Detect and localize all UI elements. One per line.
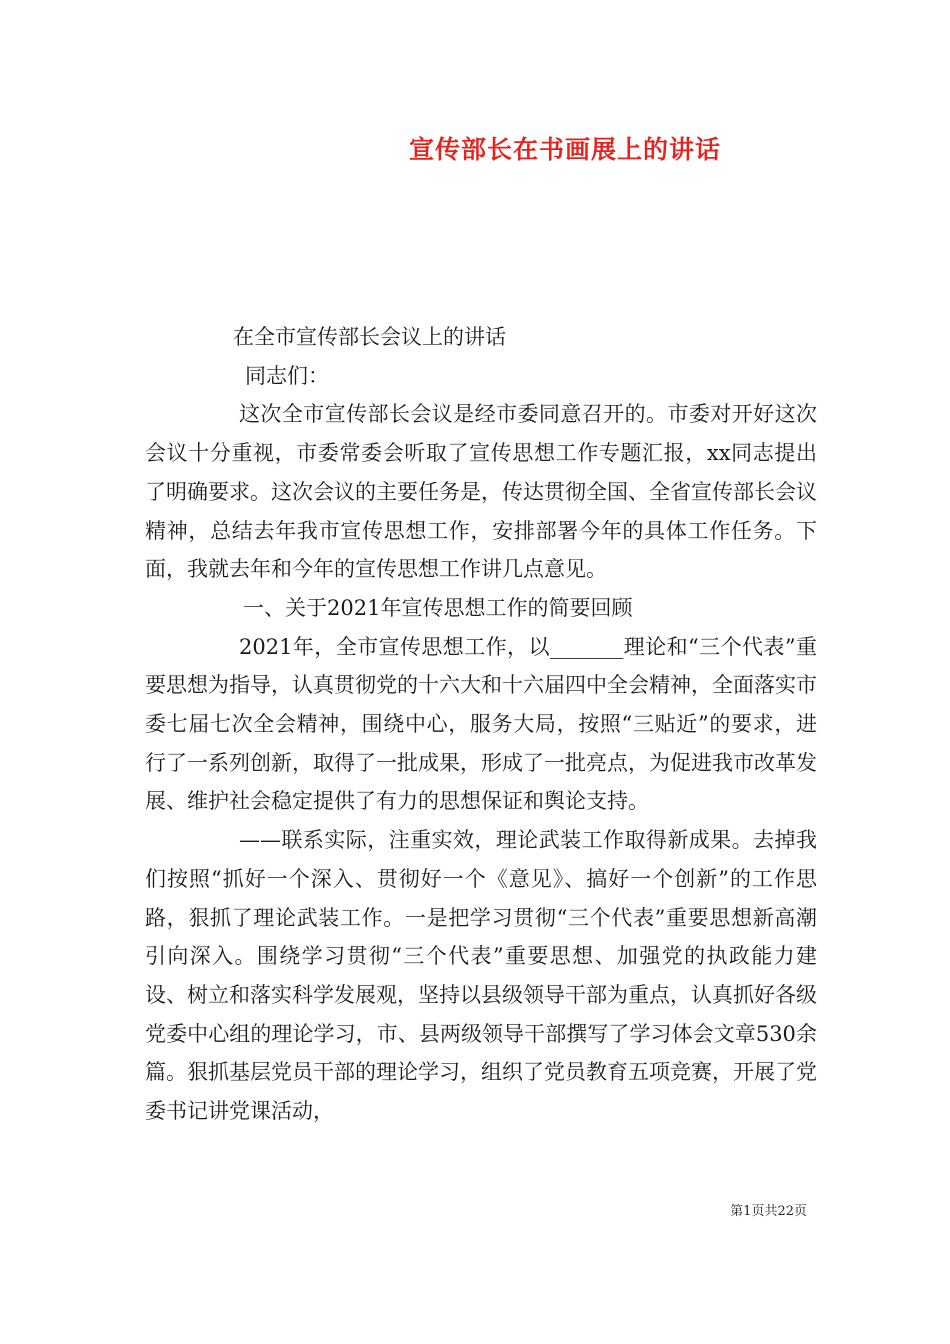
document-body: [145, 318, 817, 1131]
section-heading: 一、关于2021年宣传思想工作的简要回顾: [243, 595, 633, 620]
paragraph-theory: ——联系实际，注重实效，理论武装工作取得新成果。去掉我们按照“抓好一个深入、贯彻好一个《意见》、搞好一个创新”的工作思路，狠抓了理论武装工作。一是把学习贯彻“三个代表”重要思想新高潮引向深入。围绕学习贯彻“三个代表”重要思想、加强党的执政能力建设、树立和落实科学发展观，坚持以县级领导干部为重点，认真抓好各级党委中心组的理论学习，市、县两级领导干部撰写了学习体会文章530余篇。狠抓基层党员干部的理论学习，组织了党员教育五项竞赛，开展了党委书记讲党课活动，: [145, 828, 817, 1124]
speech-heading: 在全市宣传部长会议上的讲话: [233, 325, 506, 349]
page-footer: 第1页共22页: [730, 1204, 807, 1219]
paragraph-intro: 这次全市宣传部长会议是经市委同意召开的。市委对开好这次会议十分重视，市委常委会听取了宣传思想工作专题汇报，xx同志提出了明确要求。这次会议的主要任务是，传达贯彻全国、全省宣传部长会议精神，总结去年我市宣传思想工作，安排部署今年的具体工作任务。下面，我就去年和今年的宣传思想工作讲几点意见。: [145, 402, 817, 582]
greeting: 同志们：: [245, 363, 329, 388]
paragraph-review: 2021年，全市宣传思想工作，以_______理论和“三个代表”重要思想为指导，认真贯彻党的十六大和十六届四中全会精神，全面落实市委七届七次全会精神，围绕中心，服务大局，按照“三贴近”的要求，进行了一系列创新，取得了一批成果，形成了一批亮点，为促进我市改革发展、维护社会稳定提供了有力的思想保证和舆论支持。: [145, 634, 817, 814]
document-title: 宣传部长在书画展上的讲话: [408, 135, 721, 164]
